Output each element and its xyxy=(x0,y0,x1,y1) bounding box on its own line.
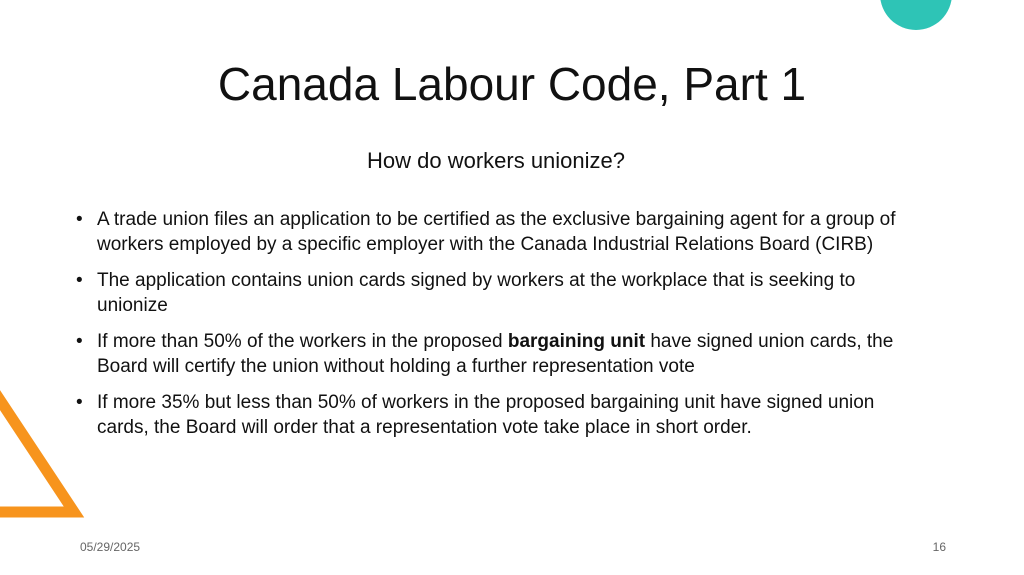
bullet-item xyxy=(76,329,926,379)
bullet-marker: • xyxy=(76,392,83,413)
footer-date: 05/29/2025 xyxy=(80,540,141,554)
bullet-text: If more 35% but less than 50% of workers in the proposed bargaining unit have signed union cards, the Board will order that a representation vote take place in short order. xyxy=(97,392,875,438)
bullet-text-before: If more than 50% of the workers in the proposed xyxy=(97,331,508,352)
footer-page-number: 16 xyxy=(932,540,946,554)
bullet-item xyxy=(76,207,926,257)
bullet-item xyxy=(76,390,926,440)
bullet-text-bold: bargaining unit xyxy=(507,331,646,352)
bullet-text: The application contains union cards signed by workers at the workplace that is seeking to unionize xyxy=(97,270,856,316)
decorative-teal-circle xyxy=(880,0,952,30)
bullet-text: A trade union files an application to be certified as the exclusive bargaining agent for a group of workers employed by a specific employer with the Canada Industrial Relations Board (CIRB) xyxy=(97,209,896,255)
bullet-text-after: have signed union cards, the Board will certify the union without holding a further representation vote xyxy=(97,331,894,377)
slide-subtitle: How do workers unionize? xyxy=(366,148,626,173)
bullet-marker: • xyxy=(76,331,83,352)
slide-title: Canada Labour Code, Part 1 xyxy=(217,58,807,110)
bullet-list xyxy=(76,207,926,451)
bullet-marker: • xyxy=(76,209,83,230)
bullet-marker: • xyxy=(76,270,83,291)
bullet-item xyxy=(76,268,926,318)
